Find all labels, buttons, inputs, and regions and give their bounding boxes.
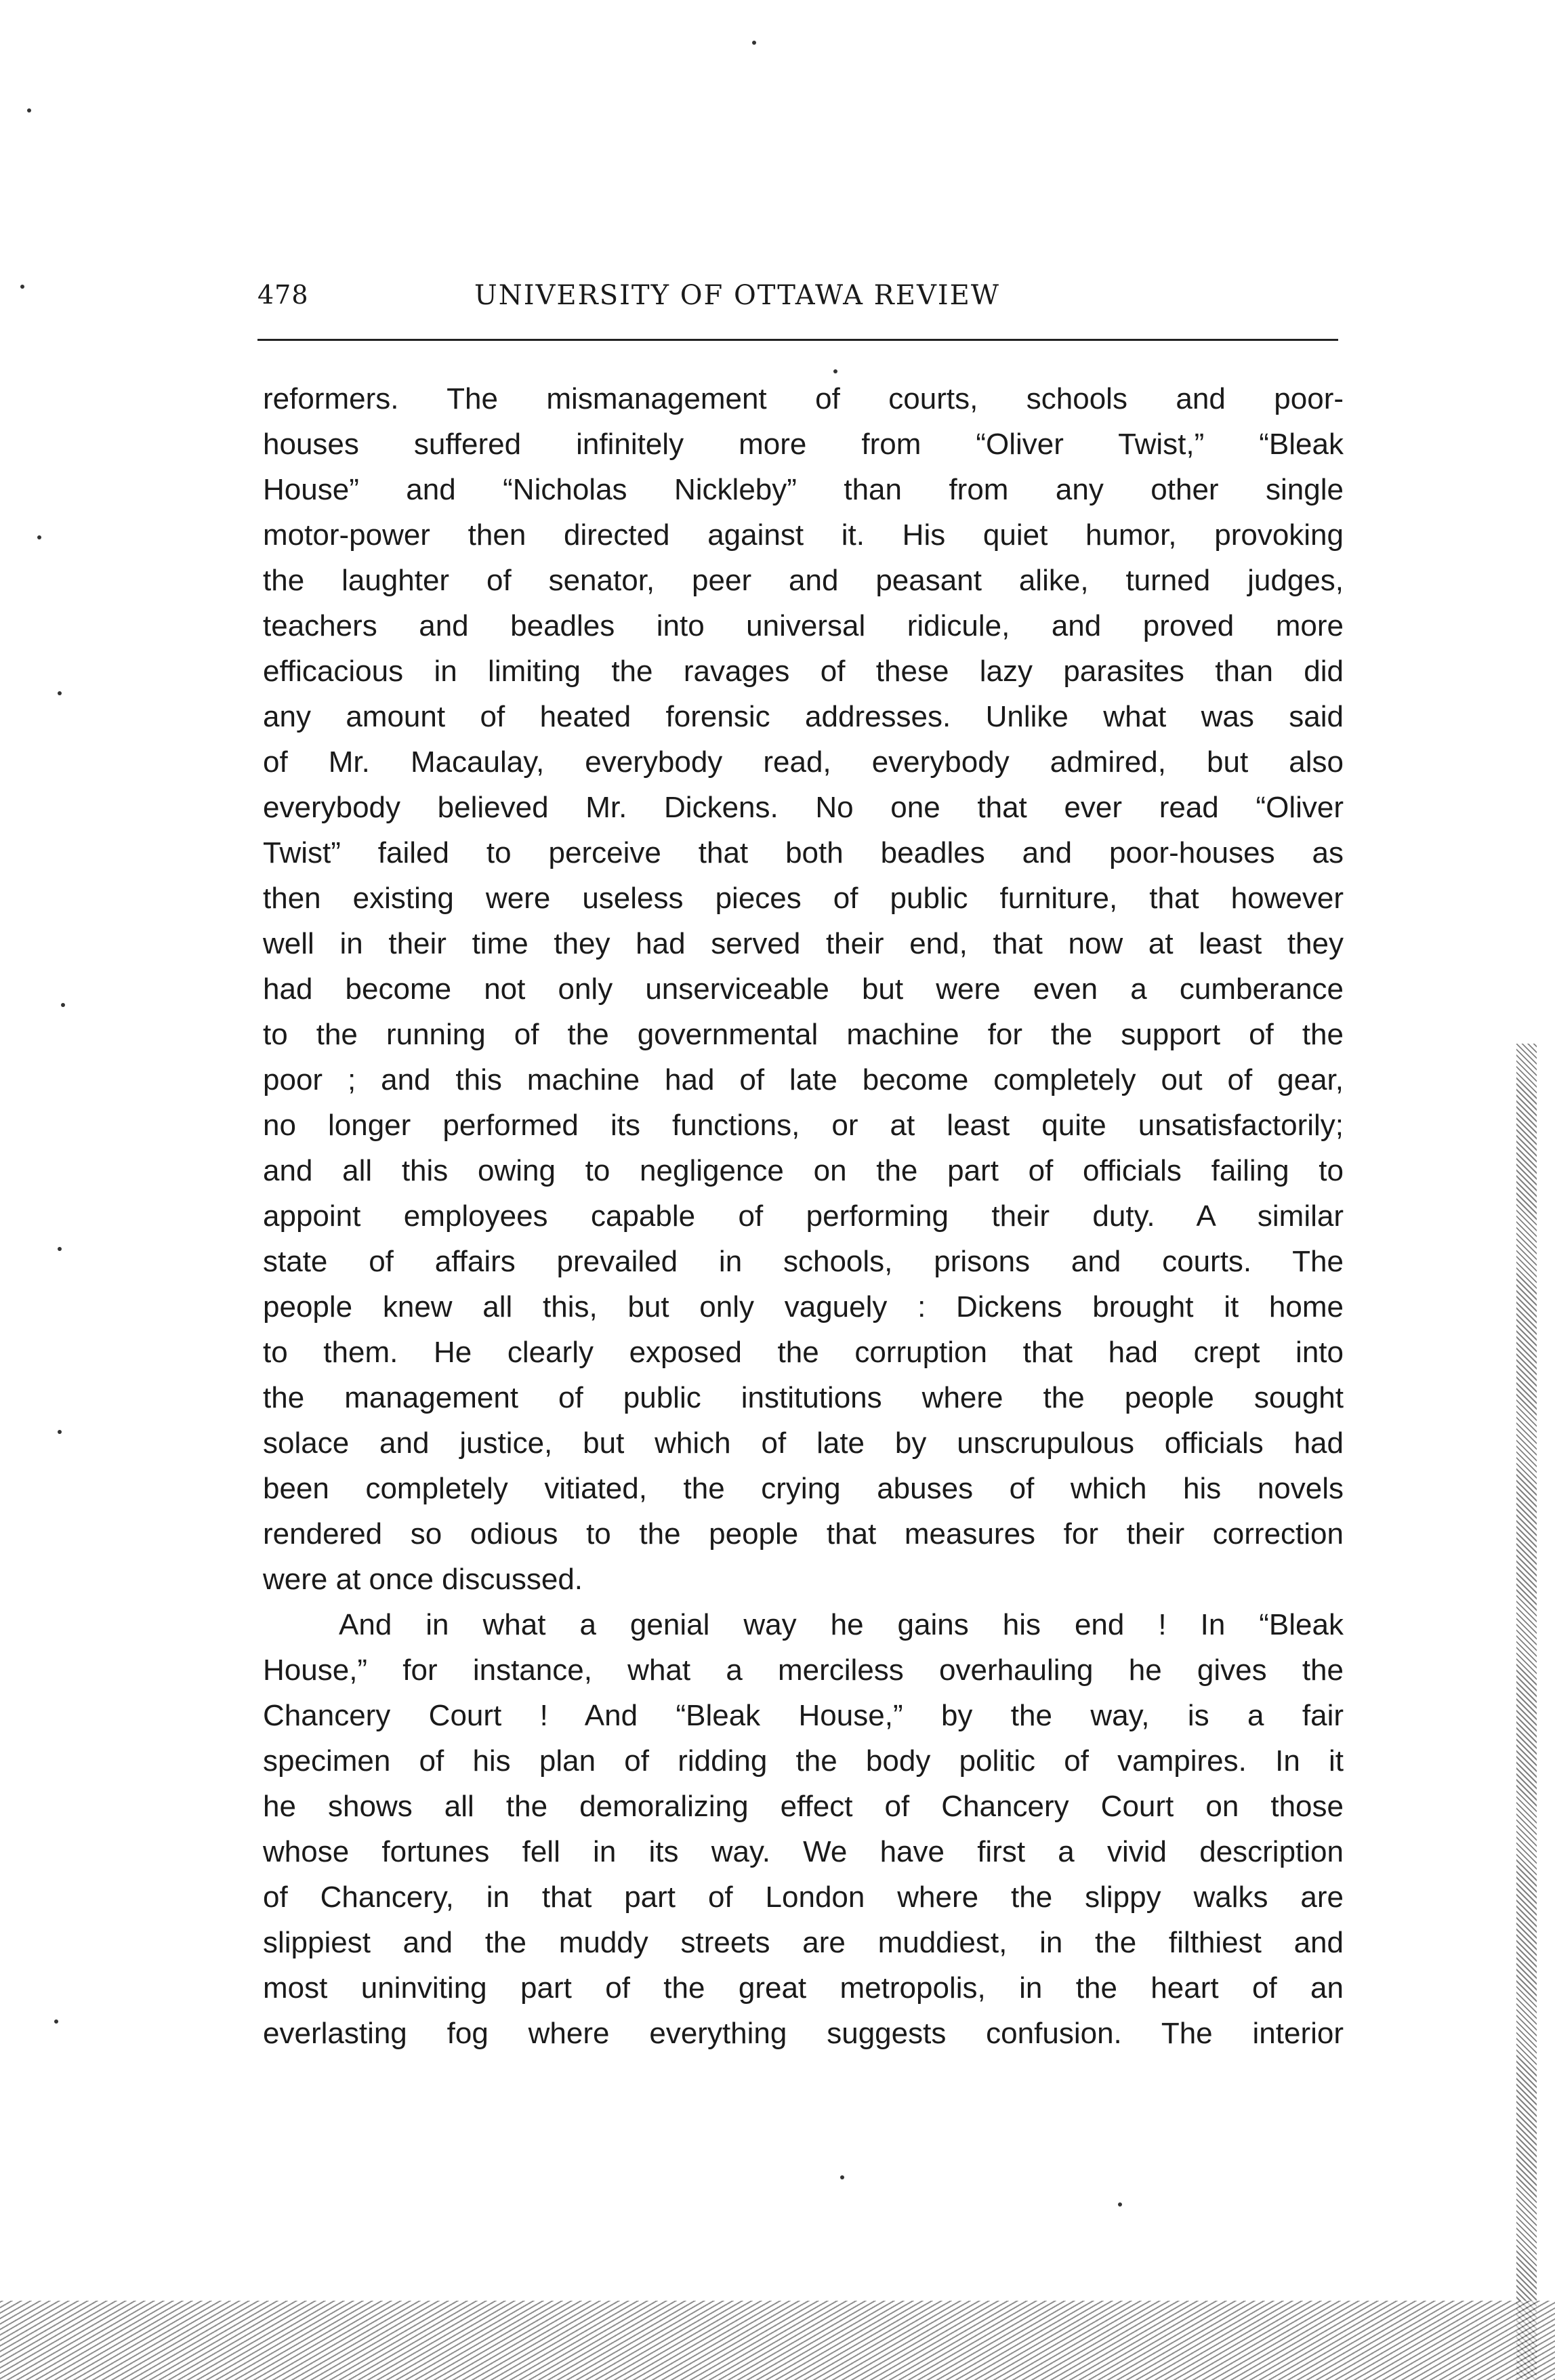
scan-speck: [20, 285, 24, 289]
scan-speck: [58, 1430, 62, 1434]
text-line: everybody believed Mr. Dickens. No one that ever read “Oliver: [263, 791, 1344, 824]
text-line: then existing were useless pieces of public furniture, that however: [263, 882, 1344, 915]
scan-edge-artifact: [1516, 1044, 1537, 2379]
text-line: House,” for instance, what a merciless overhauling he gives the: [263, 1654, 1344, 1687]
text-line: the management of public institutions where the people sought: [263, 1381, 1344, 1414]
page-number: 478: [257, 280, 309, 310]
text-line: been completely vitiated, the crying abuses of which his novels: [263, 1472, 1344, 1505]
text-line: Chancery Court ! And “Bleak House,” by the way, is a fair: [263, 1699, 1344, 1732]
text-line: specimen of his plan of ridding the body politic of vampires. In it: [263, 1744, 1344, 1778]
text-line: and all this owing to negligence on the part of officials failing to: [263, 1154, 1344, 1187]
text-line: he shows all the demoralizing effect of Chancery Court on those: [263, 1790, 1344, 1823]
text-line: efficacious in limiting the ravages of these lazy parasites than did: [263, 655, 1344, 688]
text-line: reformers. The mismanagement of courts, schools and poor-: [263, 382, 1344, 415]
text-line: most uninviting part of the great metropolis, in the heart of an: [263, 1971, 1344, 2005]
text-line: of Mr. Macaulay, everybody read, everybody admired, but also: [263, 745, 1344, 779]
text-line: rendered so odious to the people that measures for their correction: [263, 1517, 1344, 1551]
text-line: people knew all this, but only vaguely : Dickens brought it home: [263, 1290, 1344, 1324]
scan-speck: [37, 535, 41, 539]
header-rule: [257, 339, 1338, 341]
scan-speck: [833, 369, 837, 373]
scan-speck: [54, 2019, 58, 2024]
page-header: [257, 274, 1338, 322]
text-line: to the running of the governmental machine for the support of the: [263, 1018, 1344, 1051]
text-line: to them. He clearly exposed the corruption that had crept into: [263, 1336, 1344, 1369]
text-line: solace and justice, but which of late by unscrupulous officials had: [263, 1427, 1344, 1460]
text-line: whose fortunes fell in its way. We have first a vivid description: [263, 1835, 1344, 1868]
scan-speck: [840, 2175, 844, 2179]
scan-speck: [27, 108, 31, 112]
body-text: [263, 376, 1344, 2056]
text-line: motor-power then directed against it. His quiet humor, provoking: [263, 518, 1344, 552]
scan-speck: [752, 41, 756, 45]
text-line: appoint employees capable of performing their duty. A similar: [263, 1199, 1344, 1233]
text-line: state of affairs prevailed in schools, prisons and courts. The: [263, 1245, 1344, 1278]
text-line: everlasting fog where everything suggests confusion. The interior: [263, 2017, 1344, 2050]
text-line: of Chancery, in that part of London where the slippy walks are: [263, 1881, 1344, 1914]
text-line: no longer performed its functions, or at least quite unsatisfactorily;: [263, 1109, 1344, 1142]
running-head: UNIVERSITY OF OTTAWA REVIEW: [474, 280, 1000, 311]
paragraph-end-line: were at once discussed.: [263, 1563, 583, 1596]
scan-edge-artifact: [0, 2301, 1555, 2380]
scan-speck: [58, 691, 62, 695]
text-line: poor ; and this machine had of late become completely out of gear,: [263, 1063, 1344, 1096]
scan-speck: [58, 1247, 62, 1251]
text-line: any amount of heated forensic addresses. Unlike what was said: [263, 700, 1344, 733]
text-line: had become not only unserviceable but were even a cumberance: [263, 972, 1344, 1006]
scan-speck: [1118, 2202, 1122, 2207]
text-line: the laughter of senator, peer and peasant alike, turned judges,: [263, 564, 1344, 597]
text-line: well in their time they had served their end, that now at least they: [263, 927, 1344, 960]
text-line: House” and “Nicholas Nickleby” than from any other single: [263, 473, 1344, 506]
text-line: houses suffered infinitely more from “Oliver Twist,” “Bleak: [263, 428, 1344, 461]
scan-speck: [61, 1003, 65, 1007]
text-line: teachers and beadles into universal ridicule, and proved more: [263, 609, 1344, 642]
text-line: Twist” failed to perceive that both beadles and poor-houses as: [263, 836, 1344, 869]
text-line: slippiest and the muddy streets are muddiest, in the filthiest and: [263, 1926, 1344, 1959]
paragraph-start-line: And in what a genial way he gains his end ! In “Bleak: [339, 1608, 1344, 1641]
